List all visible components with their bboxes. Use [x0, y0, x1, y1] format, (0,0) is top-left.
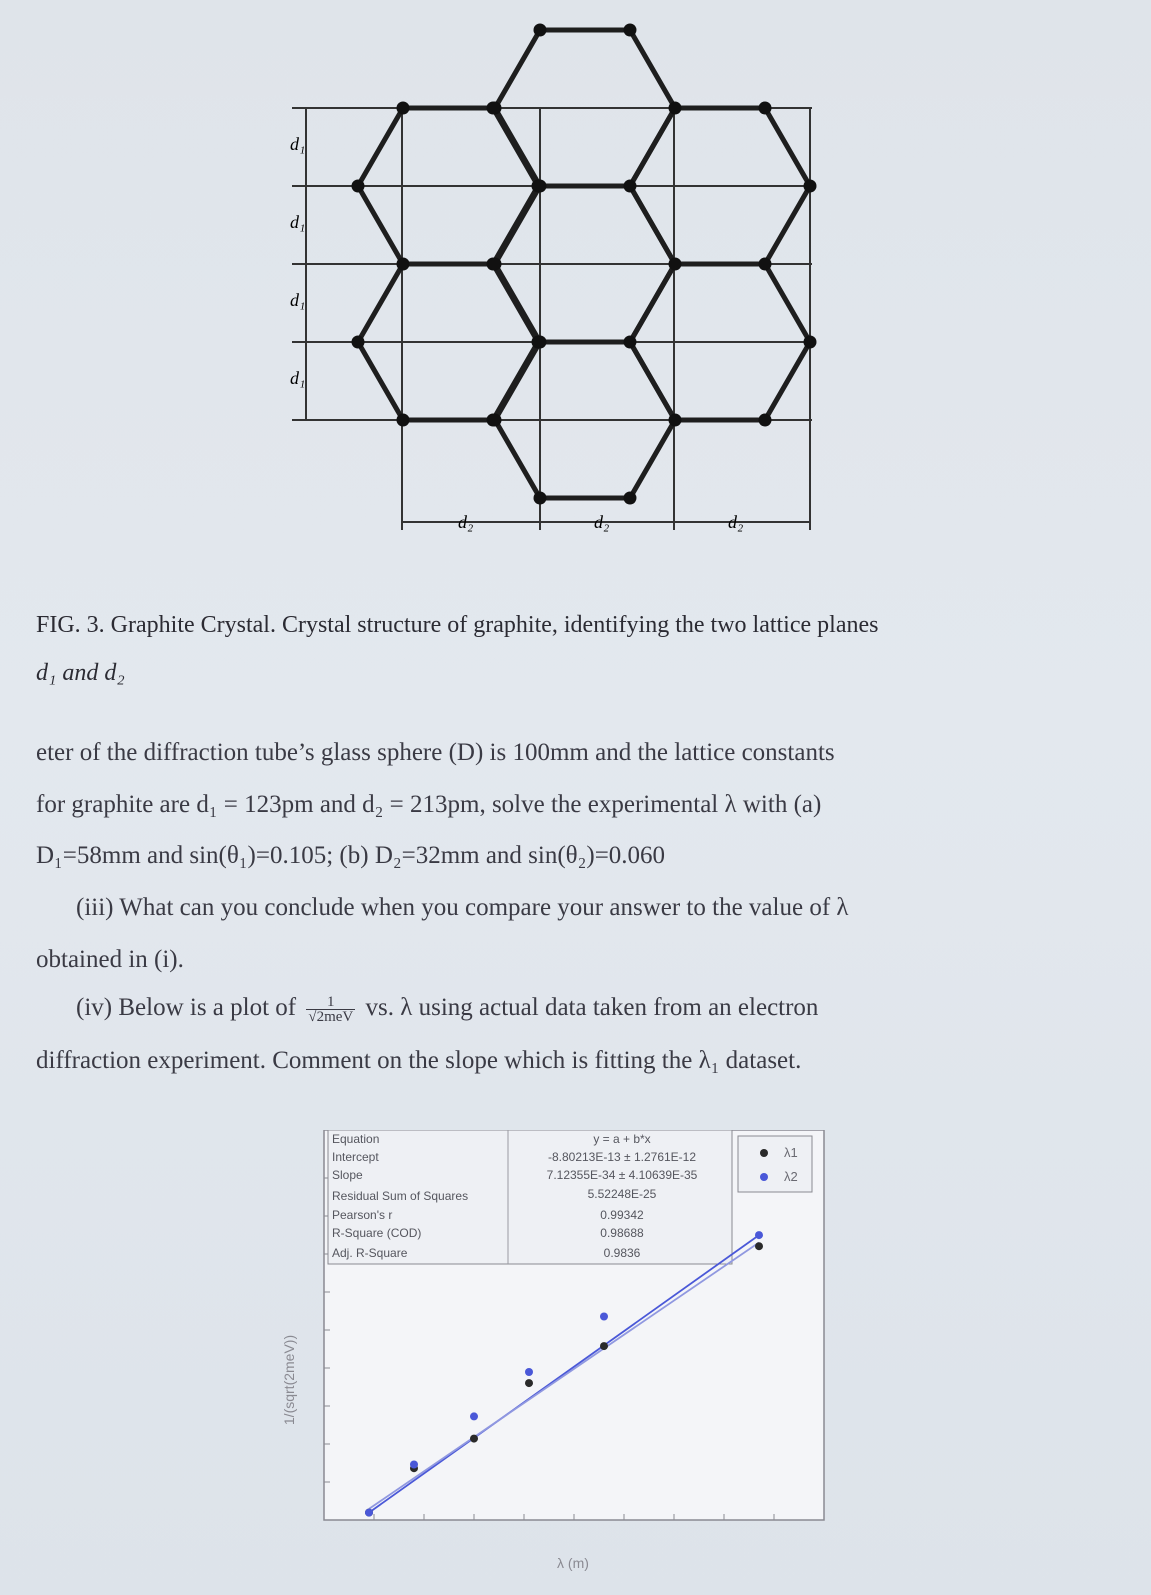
- stats-intercept-label: Intercept: [332, 1150, 379, 1164]
- fit-statistics-table: [328, 1130, 732, 1264]
- caption-text: Crystal structure of graphite, identifying the two lattice planes: [281, 612, 879, 638]
- data-point-lambda2: [410, 1461, 418, 1469]
- carbon-atom: [397, 102, 410, 115]
- part-iv-suffix: vs. λ using actual data taken from an electron: [365, 994, 819, 1021]
- stats-rss-label: Residual Sum of Squares: [332, 1189, 469, 1203]
- carbon-atom: [624, 180, 637, 193]
- problem-line-1: eter of the diffraction tube’s glass sphere (D) is 100mm and the lattice constants: [36, 739, 835, 766]
- data-point-lambda2: [525, 1368, 533, 1376]
- legend-label-lambda2: λ2: [784, 1169, 798, 1184]
- fraction-denominator: √2meV: [308, 1008, 354, 1025]
- stats-pearson-value: 0.99342: [600, 1208, 644, 1222]
- carbon-atom: [534, 24, 547, 37]
- carbon-atom: [532, 336, 545, 349]
- stats-pearson-label: Pearson's r: [332, 1208, 393, 1222]
- carbon-atom: [489, 258, 502, 271]
- x-axis-label: λ (m): [557, 1555, 589, 1571]
- d1-label: d₁: [290, 134, 306, 154]
- carbon-atom: [669, 102, 682, 115]
- carbon-atom: [804, 180, 817, 193]
- part-iii-line-1: (iii) What can you conclude when you compare your answer to the value of λ: [76, 894, 849, 921]
- data-point-lambda2: [470, 1412, 478, 1420]
- caption-fig-number: FIG. 3.: [36, 612, 105, 638]
- fraction-1-over-sqrt2meV: [306, 995, 355, 1024]
- legend-label-lambda1: λ1: [784, 1145, 798, 1160]
- data-point-lambda2: [365, 1509, 373, 1517]
- carbon-atom: [489, 414, 502, 427]
- stats-rsquare-label: R-Square (COD): [332, 1226, 422, 1240]
- d2-label: d₂: [458, 512, 474, 532]
- caption-line2: d₁ and d₂: [36, 660, 125, 686]
- data-point-lambda1: [525, 1379, 533, 1387]
- d1-label: d₁: [290, 368, 306, 388]
- data-point-lambda2: [600, 1313, 608, 1321]
- stats-slope-value: 7.12355E-34 ± 4.10639E-35: [546, 1168, 698, 1182]
- legend-marker-lambda2: [760, 1173, 768, 1181]
- data-point-lambda1: [470, 1435, 478, 1443]
- stats-intercept-value: -8.80213E-13 ± 1.2761E-12: [547, 1150, 697, 1164]
- plot-legend: [738, 1136, 812, 1192]
- part-iii-line-2: obtained in (i).: [36, 946, 184, 973]
- graphite-crystal-diagram: [0, 0, 1151, 600]
- stats-header-label: Equation: [332, 1132, 380, 1146]
- carbon-atom: [397, 414, 410, 427]
- caption-title: Graphite Crystal.: [110, 612, 276, 638]
- carbon-atom: [397, 258, 410, 271]
- carbon-atom: [759, 102, 772, 115]
- carbon-atom: [352, 336, 365, 349]
- y-axis-label: 1/(sqrt(2meV)): [281, 1334, 297, 1426]
- part-iv-prefix: (iv) Below is a plot of: [76, 994, 297, 1021]
- part-iv-line-1: [76, 993, 1151, 1024]
- carbon-atom: [669, 258, 682, 271]
- data-point-lambda2: [755, 1231, 763, 1239]
- data-point-lambda1: [755, 1242, 763, 1250]
- lambda-plot: [260, 1130, 840, 1590]
- carbon-atom: [624, 24, 637, 37]
- stats-rsquare-value: 0.98688: [600, 1226, 644, 1240]
- carbon-atom: [534, 492, 547, 505]
- stats-adj-rsquare-value: 0.9836: [603, 1246, 641, 1260]
- carbon-atom: [624, 492, 637, 505]
- data-point-lambda1: [600, 1342, 608, 1350]
- problem-line-3: D₁=58mm and sin(θ₁)=0.105; (b) D₂=32mm and sin(θ₂)=0.060: [36, 842, 666, 869]
- stats-rss-value: 5.52248E-25: [587, 1187, 657, 1201]
- fraction-numerator: 1: [306, 995, 355, 1010]
- d1-dimension-labels: [290, 134, 305, 388]
- d2-label: d₂: [594, 512, 610, 532]
- legend-box: [738, 1136, 812, 1192]
- carbon-atom: [532, 180, 545, 193]
- problem-line-2: for graphite are d₁ = 123pm and d₂ = 213pm, solve the experimental λ with (a): [36, 791, 822, 818]
- figure-caption: [36, 610, 1126, 640]
- carbon-atom: [352, 180, 365, 193]
- stats-adj-rsquare-label: Adj. R-Square: [332, 1246, 408, 1260]
- part-iv-line-2: diffraction experiment. Comment on the slope which is fitting the λ₁ dataset.: [36, 1047, 802, 1074]
- carbon-atom: [624, 336, 637, 349]
- d1-label: d₁: [290, 290, 306, 310]
- carbon-atom: [759, 258, 772, 271]
- d2-label: d₂: [728, 512, 744, 532]
- carbon-atom: [759, 414, 772, 427]
- stats-header-value: y = a + b*x: [593, 1132, 651, 1146]
- legend-marker-lambda1: [760, 1149, 768, 1157]
- d1-label: d₁: [290, 212, 306, 232]
- carbon-atom: [669, 414, 682, 427]
- carbon-atom: [804, 336, 817, 349]
- stats-slope-label: Slope: [332, 1168, 363, 1182]
- carbon-atom: [487, 102, 500, 115]
